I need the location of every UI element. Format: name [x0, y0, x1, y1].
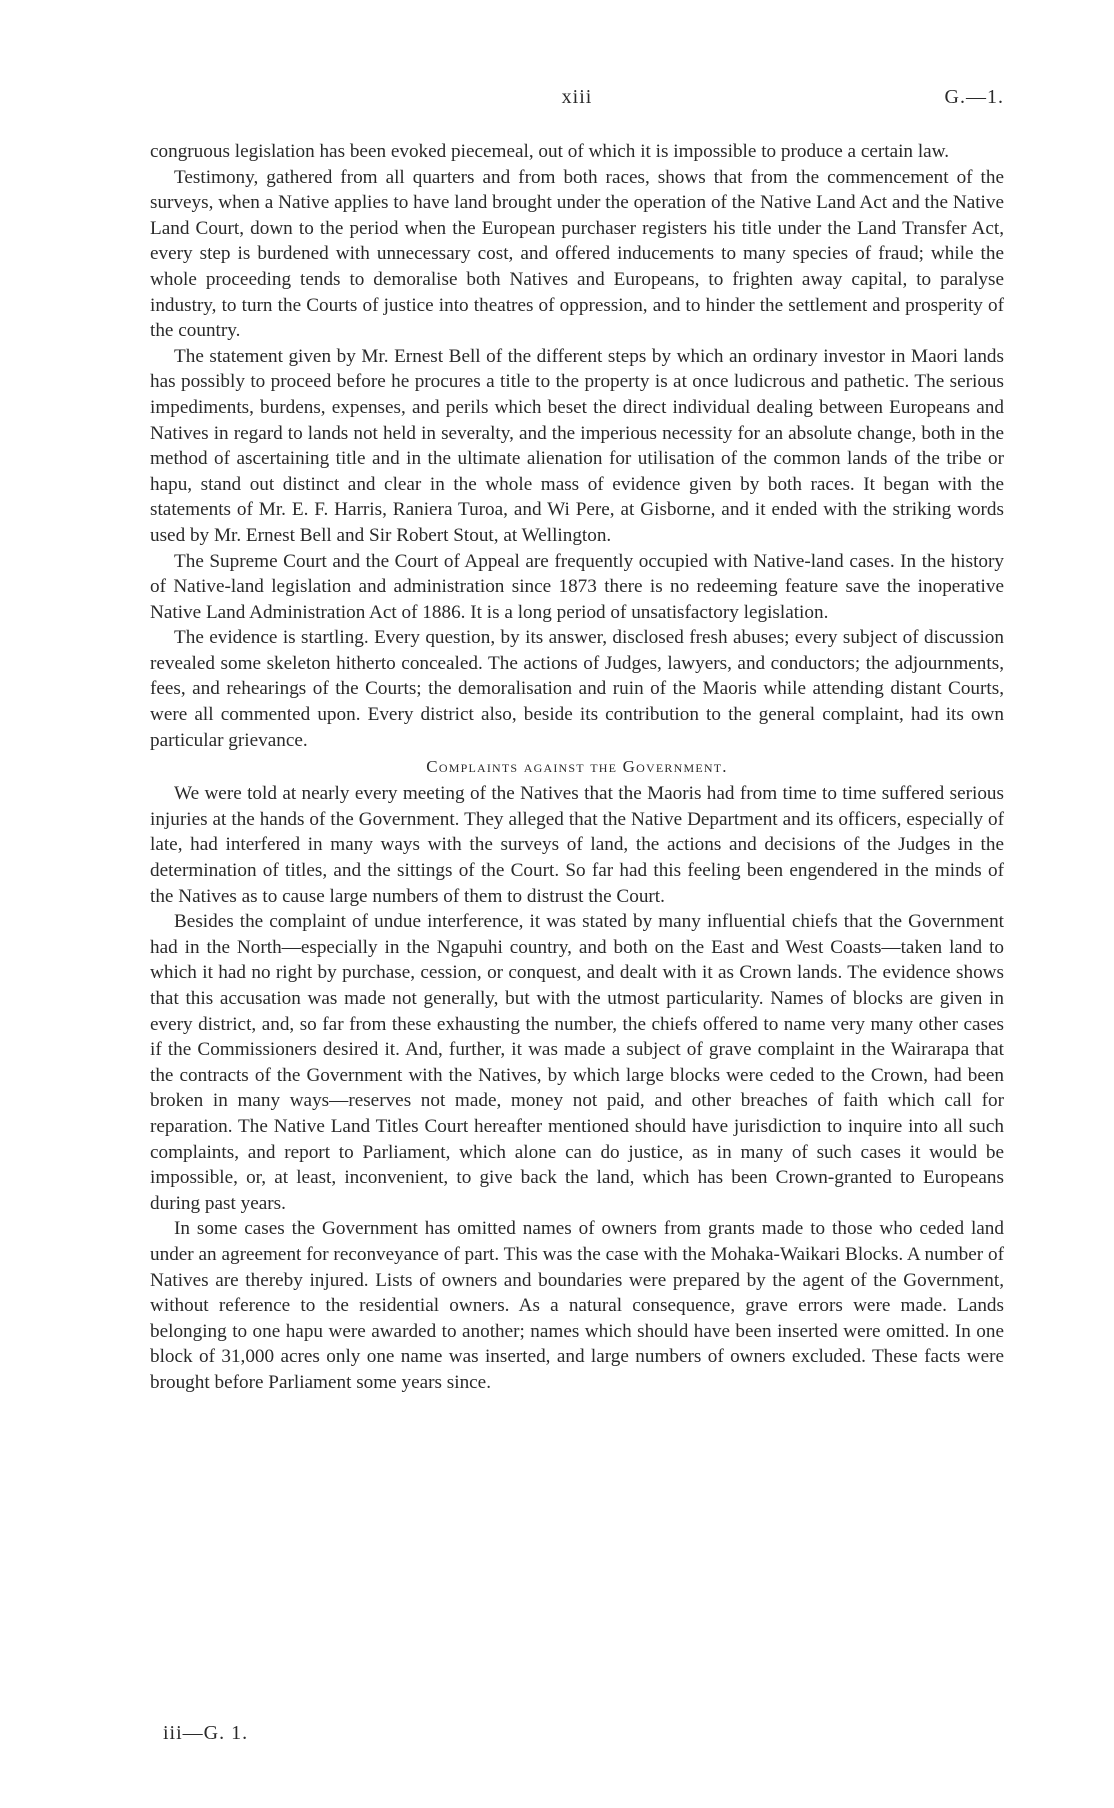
paragraph: Besides the complaint of undue interference, it was stated by many influential chiefs that the Government had in the North—especially in the Ngapuhi country, and both on the East and West Coasts—taken land to which it had no right by purchase, cession, or conquest, and dealt with it as Crown lands. The evidence shows that this accusation was made not generally, but with the utmost particularity. Names of blocks are given in every district, and, so far from these exhausting the number, the chiefs offered to name very many other cases if the Commissioners desired it. And, further, it was made a subject of grave complaint in the Wairarapa that the contracts of the Government with the Natives, by which large blocks were ceded to the Crown, had been broken in many ways—reserves not made, money not paid, and other breaches of faith which call for reparation. The Native Land Titles Court hereafter mentioned should have jurisdiction to inquire into all such complaints, and report to Parliament, which alone can do justice, as in many of such cases it would be impossible, or, at least, inconvenient, to give back the land, which has been Crown-granted to Europeans during past years.: [150, 911, 1004, 1214]
page-header: [150, 86, 1004, 116]
section-heading: Complaints against the Government.: [426, 757, 728, 777]
paragraph: In some cases the Government has omitted names of owners from grants made to those who ceded land under an agreement for reconveyance of part. This was the case with the Mohaka-Waikari Blocks. A number of Natives are thereby injured. Lists of owners and boundaries were prepared by the agent of the Government, without reference to the residential owners. As a natural consequence, grave errors were made. Lands belonging to one hapu were awarded to another; names which should have been inserted were omitted. In one block of 31,000 acres only one name was inserted, and large numbers of owners excluded. These facts were brought before Parliament some years since.: [150, 1218, 1004, 1393]
paragraph: The statement given by Mr. Ernest Bell of the different steps by which an ordinary investor in Maori lands has possibly to proceed before he procures a title to the property is at once ludicrous and pathetic. The serious impediments, burdens, expenses, and perils which beset the direct individual dealing between Europeans and Natives in regard to lands not held in severalty, and the imperious necessity for an absolute change, both in the method of ascertaining title and in the ultimate alienation for utilisation of the common lands of the tribe or hapu, stand out distinct and clear in the whole mass of evidence given by both races. It began with the statements of Mr. E. F. Harris, Raniera Turoa, and Wi Pere, at Gisborne, and it ended with the striking words used by Mr. Ernest Bell and Sir Robert Stout, at Wellington.: [150, 345, 1004, 546]
paragraph: Testimony, gathered from all quarters and from both races, shows that from the commencement of the surveys, when a Native applies to have land brought under the operation of the Native Land Act and the Native Land Court, down to the period when the European purchaser registers his title under the Land Transfer Act, every step is burdened with unnecessary cost, and offered inducements to many species of fraud; while the whole proceeding tends to demoralise both Natives and Europeans, to frighten away capital, to paralyse industry, to turn the Courts of justice into theatres of oppression, and to hinder the settlement and prosperity of the country.: [150, 166, 1004, 342]
page-number: xiii: [561, 86, 593, 108]
body-text: [150, 139, 1004, 1396]
paragraph: We were told at nearly every meeting of the Natives that the Maoris had from time to time suffered serious injuries at the hands of the Government. They alleged that the Native Department and its officers, especially of late, had interfered in many ways with the surveys of land, the actions and decisions of the Judges in the determination of titles, and the sittings of the Court. So far had this feeling been engendered in the minds of the Natives as to cause large numbers of them to distrust the Court.: [150, 783, 1004, 907]
signature-mark: iii—G. 1.: [163, 1722, 249, 1744]
paragraph: The Supreme Court and the Court of Appeal are frequently occupied with Native-land cases. In the history of Native-land legislation and administration since 1873 there is no redeeming feature save the inoperative Native Land Administration Act of 1886. It is a long period of unsatisfactory legislation.: [150, 550, 1004, 623]
paragraph: The evidence is startling. Every question, by its answer, disclosed fresh abuses; every subject of discussion revealed some skeleton hitherto concealed. The actions of Judges, lawyers, and conductors; the adjournments, fees, and rehearings of the Courts; the demoralisation and ruin of the Maoris while attending distant Courts, were all commented upon. Every district also, beside its contribution to the general complaint, had its own particular grievance.: [150, 627, 1004, 751]
series-code: G.—1.: [944, 86, 1004, 108]
paragraph: congruous legislation has been evoked piecemeal, out of which it is impossible to produce a certain law.: [150, 141, 950, 162]
